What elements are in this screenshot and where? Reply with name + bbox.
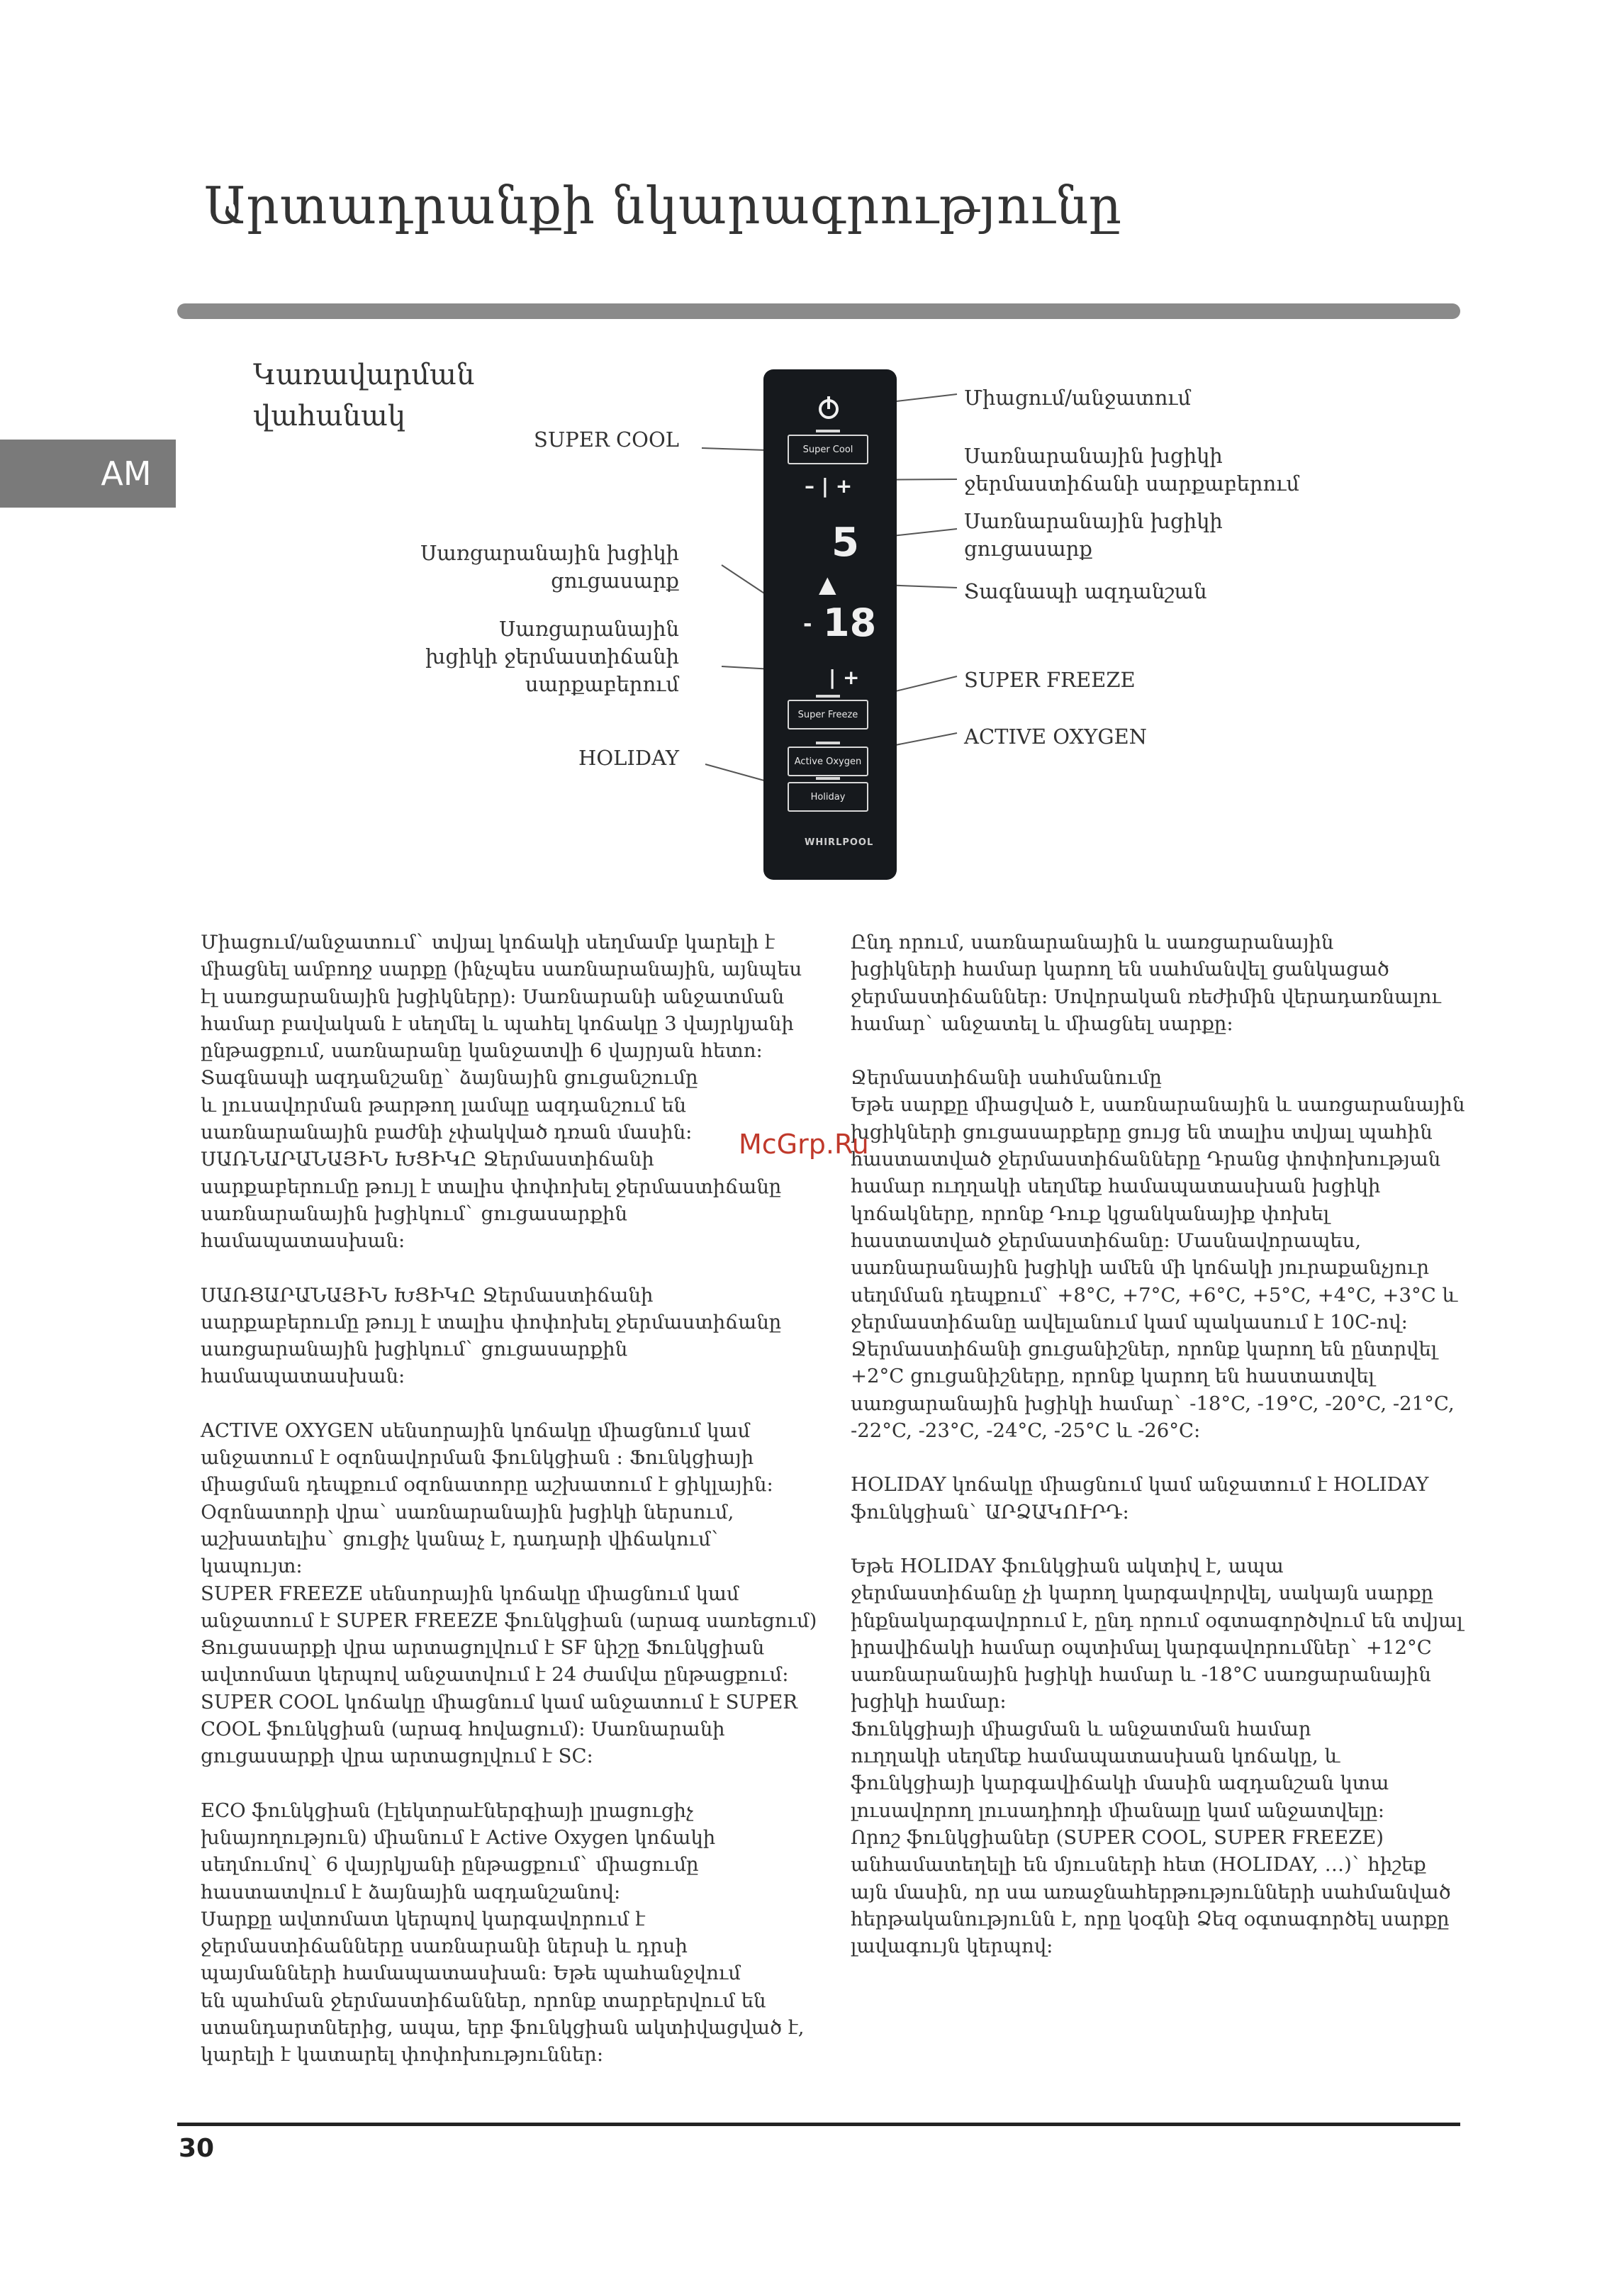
- page-title: Արտադրանքի նկարագրությունը: [204, 176, 1122, 235]
- super-cool-button[interactable]: Super Cool: [788, 435, 868, 464]
- paragraph-temp-setting: Ջերմաստիճանի սահմանումը Եթե սարքը միացված է, սառնարանային և սառցարանային խցիկների ցուցասարքերը ցույց են տալիս տվյալ պահին հաստատված ջերմաստիճանները Դրանց փոփոխության համար ուղղակի սեղմեք համապատասխան խցիկի կոճակները, որոնք Դուք կցանկանայիք փոխել հաստատված ջերմաստիճանը: Մասնավորապես, սառնարանային խցիկի ամեն մի կոճակի յուրաքանչյուր սեղմման դեպքում` +8°C, +7°C, +6°C, +5°C, +4°C, +3°C և ջերմաստիճանը ավելանում կամ պակասում է 10C-ով: Ջերմաստիճանի ցուցանիշներ, որոնք կարող են ընտրվել +2°C ցուցանիշները, որոնք կարող են հաստատվել սառցարանային խցիկի համար` -18°C, -19°C, -20°C, -21°C, -22°C, -23°C, -24°C, -25°C և -26°C:: [851, 1066, 1465, 1443]
- paragraph-holiday-details: Եթե HOLIDAY ֆունկցիան ակտիվ է, ապա ջերմաստիճանը չի կարող կարգավորվել, սակայն սարքը ինքնակարգավորում է, ընդ որում օգտագործվում են տվյալ իրավիճակի համար օպտիմալ կարգավորումներ` +12°C սառնարանային խցիկի համար և -18°C սառցարանային խցիկի համար: Ֆունկցիայի միացման և անջատման համար ուղղակի սեղմեք համապատասխան կոճակը, և ֆունկցիայի կարգավիճակի մասին ազդանշան կտա լուսավորող լուսադիոդի միանալը կամ անջատվելը: Որոշ ֆունկցիաներ (SUPER COOL, SUPER FREEZE) անհամատեղելի են մյուսների հետ (HOLIDAY, …)` հիշեք այն մասին, որ սա առաջնահերթությունների սահմանված հերթականությունն է, որը կօգնի Ձեզ օգտագործել սարքը լավագույն կերպով:: [851, 1554, 1463, 1958]
- label-fridge-temp-line-2: ջերմաստիճանի սարքաբերում: [964, 471, 1300, 496]
- alarm-icon: ▲: [819, 571, 836, 598]
- freezer-display: 18: [823, 600, 877, 645]
- fridge-display: 5: [831, 520, 859, 566]
- label-freezer-temp: [369, 615, 679, 698]
- label-active-oxygen: ACTIVE OXYGEN: [964, 725, 1148, 749]
- label-freezer-temp-line-3: սարքաբերում: [525, 672, 679, 696]
- paragraph-holiday: HOLIDAY կոճակը միացնում կամ անջատում է HOLIDAY ֆունկցիան` ԱՐՁԱԿՈՒՐԴ:: [851, 1473, 1429, 1524]
- right-column: [851, 929, 1467, 1986]
- label-freezer-temp-line-1: Սառցարանային: [499, 617, 679, 641]
- label-fridge-display-line-2: ցուցասարք: [964, 537, 1092, 561]
- paragraph-super-freeze: SUPER FREEZE սենսորային կոճակը միացնում կամ անջատում է SUPER FREEZE ֆունկցիան (արագ սառեցում) Ցուցասարքի վրա արտացոլվում է SF նիշը Ֆունկցիան ավտոմատ կերպով անջատվում է 24 ժամվա ընթացքում: SUPER COOL կոճակը միացնում կամ անջատում է SUPER COOL ֆունկցիան (արագ հովացում): Սառնարանի ցուցասարքի վրա արտացոլվում է SC:: [201, 1582, 817, 1768]
- freezer-minus[interactable]: -: [803, 612, 812, 637]
- label-super-freeze: SUPER FREEZE: [964, 668, 1136, 692]
- super-freeze-button[interactable]: Super Freeze: [788, 700, 868, 729]
- label-freezer-temp-line-2: խցիկի ջերմաստիճանի: [425, 644, 679, 669]
- label-alarm: Տագնապի ազդանշան: [964, 579, 1207, 603]
- label-fridge-display-line-1: Սառնարանային խցիկի: [964, 509, 1223, 533]
- paragraph-active-oxygen: ACTIVE OXYGEN սենսորային կոճակը միացնում կամ անջատում է օզոնավորման ֆունկցիան : Ֆունկցիայի միացման դեպքում օզոնատորը աշխատում է ցիկլային: Օզոնատորի վրա` սառնարանային խցիկի ներսում, աշխատելիս` ցուցիչ կանաչ է, դադարի վիճակում` կապույտ:: [201, 1419, 773, 1578]
- active-oxygen-button[interactable]: Active Oxygen: [788, 747, 868, 776]
- footer-divider: [177, 2123, 1460, 2126]
- page-number: 30: [179, 2134, 215, 2163]
- paragraph-freezer-temp: ՍԱՌՑԱՐԱՆԱՅԻՆ ԽՑԻԿԸ Ջերմաստիճանի սարքաբերումը թույլ է տալիս փոփոխել ջերմաստիճանը սառցարանային խցիկում` ցուցասարքին համապատասխան:: [201, 1283, 782, 1388]
- brand-logo: WHIRLPOOL: [805, 837, 874, 848]
- control-panel: [763, 369, 897, 880]
- paragraph-power: Միացում/անջատում` տվյալ կոճակի սեղմամբ կարելի է միացնել ամբողջ սարքը (ինչպես սառնարանային, այնպես էլ սառցարանային խցիկները): Սառնարանի անջատման համար բավական է սեղմել և պահել կոճակը 3 վայրկյանի ընթացքում, սառնարանը կանջատվի 6 վայրյան հետո: Տագնապի ազդանշանը` ձայնային ցուցանշումը և լուսավորման թարթող լամպը ազդանշում են սառնարանային բաժնի չփակված դռան մասին: ՍԱՌՆԱՐԱՆԱՅԻՆ ԽՑԻԿԸ Ջերմաստիճանի սարքաբերումը թույլ է տալիս փոփոխել ջերմաստիճանը սառնարանային խցիկում` ցուցասարքին համապատասխան:: [201, 931, 802, 1253]
- holiday-button[interactable]: Holiday: [788, 782, 868, 812]
- section-title-line-2: վահանակ: [253, 400, 406, 432]
- fridge-temp-controls[interactable]: – | +: [805, 474, 853, 498]
- freezer-temp-controls[interactable]: | +: [829, 666, 860, 689]
- label-freezer-display-line-2: ցուցասարք: [551, 569, 679, 593]
- label-super-cool: SUPER COOL: [533, 427, 679, 452]
- power-icon[interactable]: [814, 393, 843, 422]
- label-freezer-display-line-1: Սառցարանային խցիկի: [420, 541, 679, 565]
- watermark: McGrp.Ru: [739, 1129, 869, 1160]
- left-column: [201, 929, 817, 2096]
- paragraph-custom-temps: Ընդ որում, սառնարանային և սառցարանային խցիկների համար կարող են սահմանվել ցանկացած ջերմաստիճաններ: Սովորական ռեժիմին վերադառնալու համար` անջատել և միացնել սարքը:: [851, 931, 1441, 1035]
- label-power: Միացում/անջատում: [964, 386, 1192, 410]
- label-fridge-temp: [964, 442, 1299, 498]
- language-tab-label: AM: [101, 454, 152, 493]
- paragraph-eco: ECO ֆունկցիան (էլեկտրաէներգիայի լրացուցիչ խնայողություն) միանում է Active Oxygen կոճակի սեղմումով` 6 վայրկյանի ընթացքում` միացումը հաստատվում է ձայնային ազդանշանով: Սարքը ավտոմատ կերպով կարգավորում է ջերմաստիճանները սառնարանի ներսի և դրսի պայմանների համապատասխան: Եթե պահանջվում են պահման ջերմաստիճաններ, որոնք տարբերվում են ստանդարտներից, ապա, երբ ֆունկցիան ակտիվացված է, կարելի է կատարել փոփոխություններ:: [201, 1799, 805, 2067]
- label-fridge-display: [964, 508, 1223, 563]
- label-fridge-temp-line-1: Սառնարանային խցիկի: [964, 444, 1223, 468]
- label-freezer-display: [369, 540, 679, 595]
- section-title-line-1: Կառավարման: [253, 359, 475, 391]
- label-holiday: HOLIDAY: [578, 746, 679, 770]
